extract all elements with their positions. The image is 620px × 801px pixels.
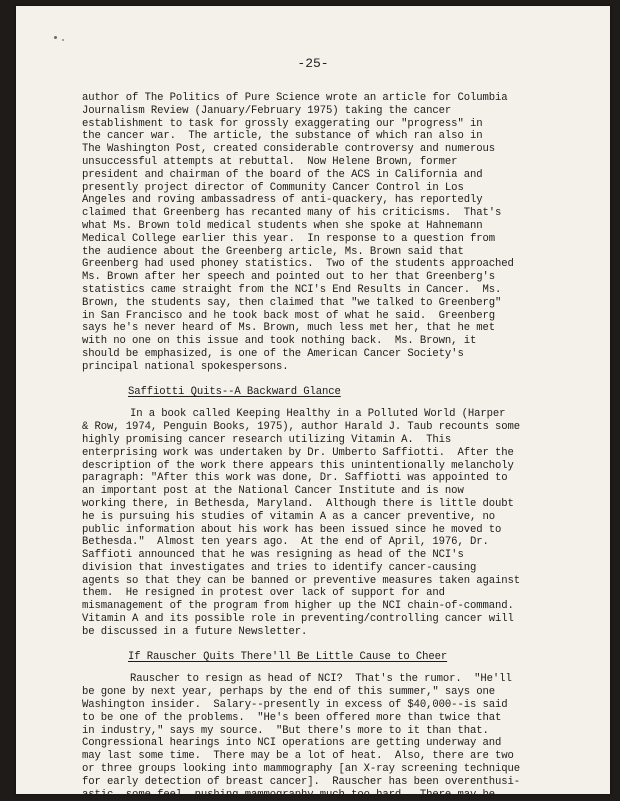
text-line: astic, some feel, pushing mammography much too hard. There may be <box>82 788 495 801</box>
text-line: & Row, 1974, Penguin Books, 1975), author Harald J. Taub recounts some <box>82 421 521 434</box>
text-line: the audience about the Greenberg article, Ms. Brown said that <box>82 245 464 258</box>
text-line: may last some time. There may be a lot of heat. Also, there are two <box>82 750 514 763</box>
text-line: he is pursuing his studies of vitamin A as a cancer preventive, no <box>82 510 495 523</box>
text-line: presently project director of Community Cancer Control in Los <box>82 181 464 194</box>
text-line: in industry," says my source. "But there's more to it than that. <box>82 724 489 737</box>
text-line: in San Francisco and he took back most of what he said. Greenberg <box>82 309 495 322</box>
text-line: to be one of the problems. "He's been offered more than twice that <box>82 711 502 724</box>
text-line: for early detection of breast cancer]. Rauscher has been overenthusi- <box>82 775 521 788</box>
ink-speck <box>54 36 57 39</box>
text-line: should be emphasized, is one of the American Cancer Society's <box>82 347 464 360</box>
paragraph-rauscher <box>82 673 552 801</box>
text-line: unsuccessful attempts at rebuttal. Now Helene Brown, former <box>82 155 458 168</box>
text-line: enterprising work was undertaken by Dr. Umberto Saffiotti. After the <box>82 446 514 459</box>
paragraph-saffiotti <box>82 408 552 638</box>
page-number: -25- <box>297 56 329 71</box>
text-line: description of the work there appears this unintentionally melancholy <box>82 459 514 472</box>
text-line: Journalism Review (January/February 1975) taking the cancer <box>82 104 452 117</box>
text-line: Greenberg had used phoney statistics. Two of the students approached <box>82 258 514 271</box>
text-line: Congressional hearings into NCI operations are getting underway and <box>82 737 502 750</box>
text-line: statistics came straight from the NCI's End Results in Cancer. Ms. <box>82 283 502 296</box>
text-line: Medical College earlier this year. In response to a question from <box>82 232 495 245</box>
text-line: highly promising cancer research utilizing Vitamin A. This <box>82 433 452 446</box>
text-line: Vitamin A and its possible role in preventing/controlling cancer will <box>82 613 514 626</box>
text-line: Brown, the students say, then claimed that "we talked to Greenberg" <box>82 296 502 309</box>
text-line: paragraph: "After this work was done, Dr. Saffiotti was appointed to <box>82 472 508 485</box>
paragraph-greenberg <box>82 92 552 374</box>
section-heading-rauscher: If Rauscher Quits There'll Be Little Cause to Cheer <box>128 650 448 663</box>
text-line: be discussed in a future Newsletter. <box>82 625 308 638</box>
text-line: working there, in Bethesda, Maryland. Although there is little doubt <box>82 497 514 510</box>
text-line: what Ms. Brown told medical students when she spoke at Hahnemann <box>82 219 483 232</box>
section-heading-saffiotti: Saffiotti Quits--A Backward Glance <box>128 385 341 398</box>
text-line: Rauscher to resign as head of NCI? That's the rumor. "He'll <box>130 673 512 686</box>
text-line: public information about his work has been issued since he moved to <box>82 523 502 536</box>
document-page <box>16 6 610 801</box>
text-line: Ms. Brown after her speech and pointed out to her that Greenberg's <box>82 271 495 284</box>
text-line: them. He resigned in protest over lack of support for and <box>82 587 445 600</box>
text-line: establishment to task for grossly exaggerating our "progress" in <box>82 117 483 130</box>
text-line: be gone by next year, perhaps by the end of this summer," says one <box>82 686 495 699</box>
text-line: division that investigates and tries to identify cancer-causing <box>82 561 477 574</box>
text-line: says he's never heard of Ms. Brown, much less met her, that he met <box>82 322 495 335</box>
text-line: claimed that Greenberg has recanted many of his criticisms. That's <box>82 207 502 220</box>
text-line: president and chairman of the board of the ACS in California and <box>82 168 483 181</box>
text-line: Saffioti announced that he was resigning as head of the NCI's <box>82 549 464 562</box>
text-line: agents so that they can be banned or preventive measures taken against <box>82 574 521 587</box>
text-line: with no one on this issue and took nothing back. Ms. Brown, it <box>82 335 477 348</box>
text-line: Bethesda." Almost ten years ago. At the end of April, 1976, Dr. <box>82 536 489 549</box>
text-line: mismanagement of the program from higher up the NCI chain-of-command. <box>82 600 514 613</box>
text-line: an important post at the National Cancer Institute and is now <box>82 485 464 498</box>
text-line: The Washington Post, created considerable controversy and numerous <box>82 143 495 156</box>
text-line: In a book called Keeping Healthy in a Polluted World (Harper <box>130 408 506 421</box>
text-line: author of The Politics of Pure Science wrote an article for Columbia <box>82 92 508 104</box>
text-line: Angeles and roving ambassadress of anti-quackery, has reportedly <box>82 194 483 207</box>
text-line: the cancer war. The article, the substance of which ran also in <box>82 130 483 143</box>
body-text <box>82 92 552 801</box>
text-line: principal national spokespersons. <box>82 360 289 373</box>
text-line: or three groups looking into mammography [an X-ray screening technique <box>82 763 521 776</box>
text-line: Washington insider. Salary--presently in excess of $40,000--is said <box>82 699 508 712</box>
ink-speck <box>62 39 64 41</box>
